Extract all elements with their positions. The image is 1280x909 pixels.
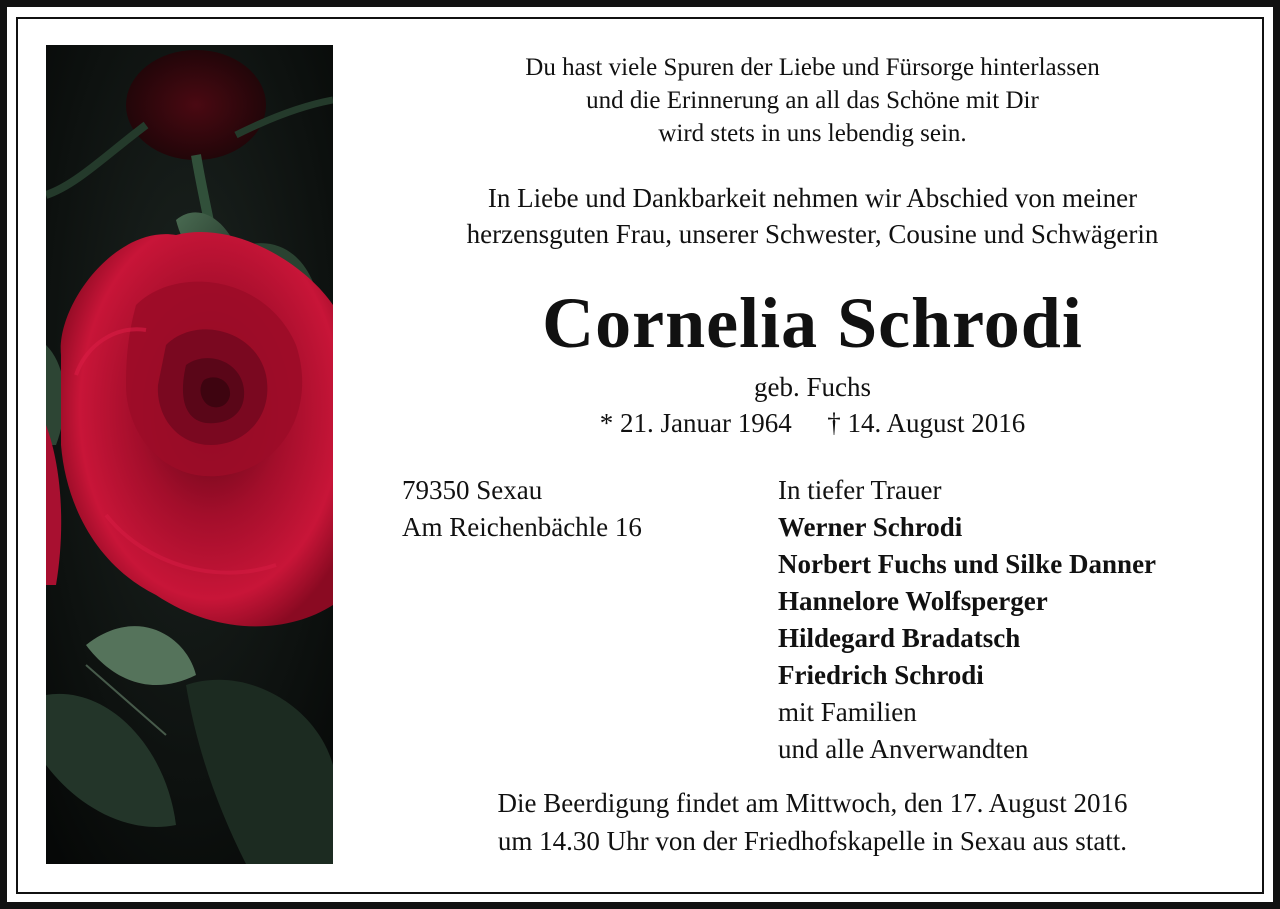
funeral-info [350,784,1275,864]
mourners-suffix: mit Familien [778,697,917,727]
mourner-name: Friedrich Schrodi [778,660,984,690]
deceased-name: Cornelia Schrodi [542,283,1083,363]
death-date: † 14. August 2016 [827,408,1026,438]
mourners-heading: In tiefer Trauer [778,475,942,505]
funeral-line: um 14.30 Uhr von der Friedhofskapelle in Sexau aus statt. [497,826,1128,856]
intro-line: herzensguten Frau, unserer Schwester, Cousine und Schwägerin [466,219,1159,249]
intro-line: In Liebe und Dankbarkeit nehmen wir Abschied von meiner [487,183,1138,213]
mourner-name: Werner Schrodi [778,512,963,542]
mourner-name: Hannelore Wolfsperger [778,586,1048,616]
mourners-suffix: und alle Anverwandten [778,734,1029,764]
address-street: Am Reichenbächle 16 [402,512,642,542]
verse-line: und die Erinnerung an all das Schöne mit Dir [586,87,1039,114]
intro [350,180,1275,260]
mourner-name: Norbert Fuchs und Silke Danner [778,549,1157,579]
mourners [778,472,1156,768]
rose-icon [46,45,333,864]
maiden-name: geb. Fuchs [754,372,871,402]
rose-photo [46,45,333,864]
verse-line: wird stets in uns lebendig sein. [658,120,967,147]
dates-line [350,406,1275,440]
birth-date: * 21. Januar 1964 [599,408,792,438]
mourner-name: Hildegard Bradatsch [778,623,1021,653]
verse [350,52,1275,162]
deceased-name-block [350,283,1275,363]
address [402,472,642,546]
life-dates [350,370,1275,445]
funeral-line: Die Beerdigung findet am Mittwoch, den 17. August 2016 [497,788,1128,818]
verse-line: Du hast viele Spuren der Liebe und Fürsorge hinterlassen [525,54,1100,81]
address-city: 79350 Sexau [402,475,543,505]
